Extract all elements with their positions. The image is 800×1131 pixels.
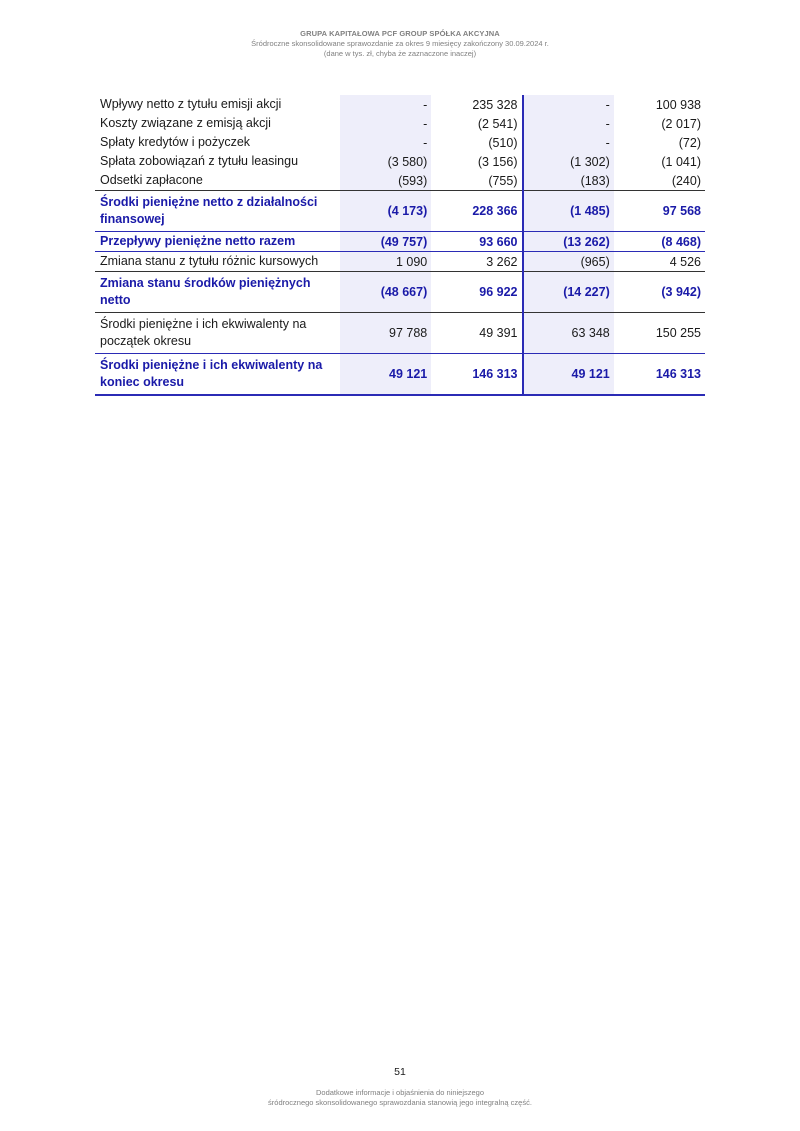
value-cell: (1 041)	[661, 154, 701, 169]
units-note: (dane w tys. zł, chyba że zaznaczone inaczej)	[323, 49, 477, 58]
value-cell: 1 090	[340, 252, 431, 272]
table-row	[95, 272, 705, 313]
row-label: Środki pieniężne i ich ekwiwalenty na koniec okresu	[95, 354, 340, 396]
value-cell: (72)	[678, 135, 701, 150]
value-cell: 228 366	[431, 191, 522, 232]
value-cell: 96 922	[431, 272, 522, 313]
page-footer	[0, 1088, 800, 1108]
value-cell: -	[340, 114, 431, 133]
value-cell: 93 660	[431, 232, 522, 252]
table-row	[95, 152, 705, 171]
value-cell: (1 485)	[523, 191, 614, 232]
value-cell: -	[523, 95, 614, 114]
value-cell: (240)	[671, 173, 701, 188]
table-row	[95, 191, 705, 232]
value-cell: (593)	[340, 171, 431, 191]
report-title: Śródroczne skonsolidowane sprawozdanie za okres 9 miesięcy zakończony 30.09.2024 r.	[251, 39, 549, 48]
value-cell: 4 526	[614, 252, 705, 272]
value-cell: (3 580)	[340, 152, 431, 171]
row-label: Przepływy pieniężne netto razem	[95, 232, 340, 252]
table-row	[95, 354, 705, 396]
value-cell: (3 942)	[614, 272, 705, 313]
value-cell: 49 391	[431, 313, 522, 354]
row-label: Środki pieniężne i ich ekwiwalenty na początek okresu	[95, 313, 340, 354]
footer-line-1: Dodatkowe informacje i objaśnienia do niniejszego	[315, 1088, 485, 1097]
value-cell: (3 156)	[431, 152, 522, 171]
row-label: Wpływy netto z tytułu emisji akcji	[100, 97, 282, 111]
row-label: Odsetki zapłacone	[100, 173, 203, 187]
value-cell: (183)	[523, 171, 614, 191]
value-cell: (2 017)	[661, 116, 701, 131]
value-cell: (4 173)	[340, 191, 431, 232]
row-label: Środki pieniężne netto z działalności finansowej	[95, 191, 340, 232]
value-cell: 100 938	[655, 97, 701, 112]
page-number: 51	[394, 1066, 406, 1078]
table-row	[95, 114, 705, 133]
row-label: Zmiana stanu środków pieniężnych netto	[95, 272, 340, 313]
footer-line-2: śródrocznego skonsolidowanego sprawozdania stanowią jego integralną część.	[268, 1098, 532, 1107]
page-header	[0, 29, 800, 59]
value-cell: (1 302)	[523, 152, 614, 171]
row-label: Zmiana stanu z tytułu różnic kursowych	[95, 252, 340, 272]
value-cell: 3 262	[431, 252, 522, 272]
value-cell: (48 667)	[340, 272, 431, 313]
row-label: Koszty związane z emisją akcji	[100, 116, 271, 130]
value-cell: (8 468)	[614, 232, 705, 252]
table-row	[95, 232, 705, 252]
value-cell: (13 262)	[523, 232, 614, 252]
value-cell: 49 121	[340, 354, 431, 396]
value-cell: 97 568	[614, 191, 705, 232]
table-row	[95, 252, 705, 272]
row-label: Spłata zobowiązań z tytułu leasingu	[100, 154, 299, 168]
value-cell: -	[523, 133, 614, 152]
value-cell: (755)	[431, 171, 522, 191]
value-cell: (965)	[523, 252, 614, 272]
value-cell: (49 757)	[340, 232, 431, 252]
value-cell: 63 348	[523, 313, 614, 354]
row-label: Spłaty kredytów i pożyczek	[100, 135, 251, 149]
value-cell: 150 255	[614, 313, 705, 354]
value-cell: 49 121	[523, 354, 614, 396]
value-cell: 146 313	[614, 354, 705, 396]
value-cell: 235 328	[431, 95, 522, 114]
value-cell: (510)	[431, 133, 522, 152]
value-cell: (14 227)	[523, 272, 614, 313]
value-cell: -	[340, 133, 431, 152]
table-row	[95, 95, 705, 114]
table-row	[95, 171, 705, 191]
cash-flow-table	[95, 95, 705, 396]
table-row	[95, 133, 705, 152]
value-cell: (2 541)	[431, 114, 522, 133]
value-cell: -	[340, 95, 431, 114]
company-name: GRUPA KAPITAŁOWA PCF GROUP SPÓŁKA AKCYJNA	[300, 29, 500, 38]
value-cell: 146 313	[431, 354, 522, 396]
table-row	[95, 313, 705, 354]
value-cell: -	[523, 114, 614, 133]
value-cell: 97 788	[340, 313, 431, 354]
